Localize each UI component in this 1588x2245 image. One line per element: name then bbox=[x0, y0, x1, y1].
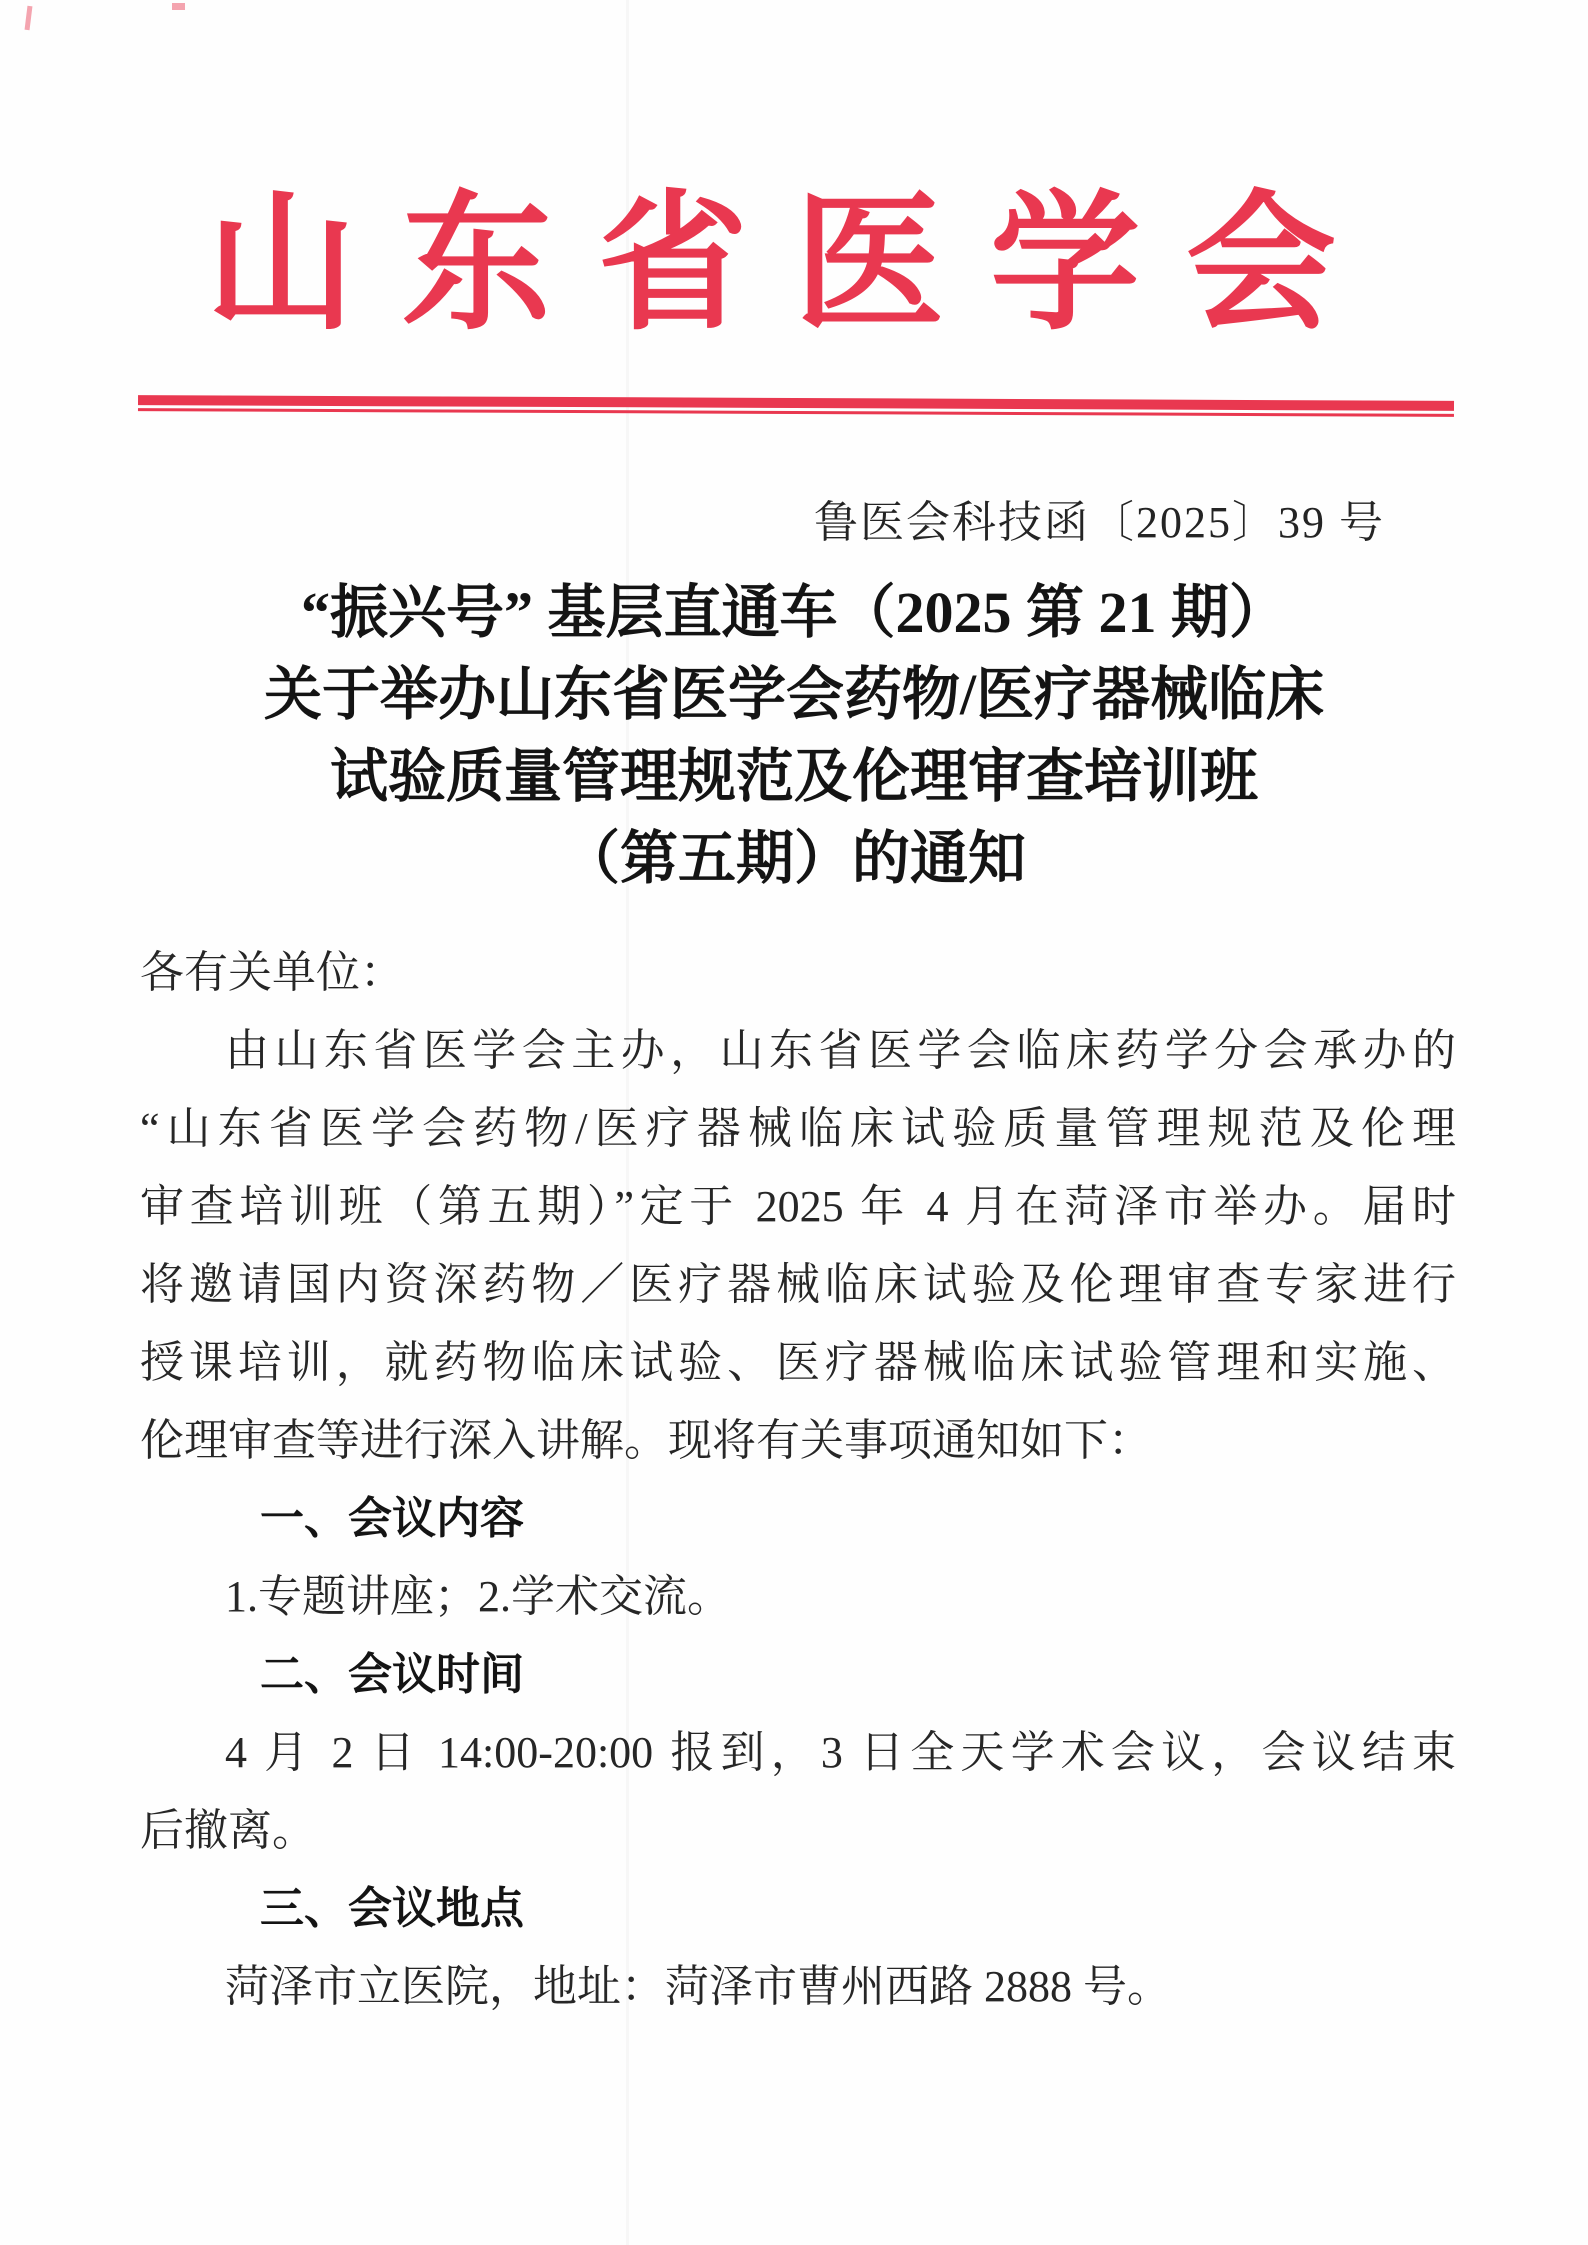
red-divider-rule bbox=[138, 395, 1454, 417]
section-heading-3: 三、会议地点 bbox=[260, 1884, 524, 1933]
body-text-line: 4 月 2 日 14:00-20:00 报到，3 日全天学术会议，会议结束 bbox=[225, 1728, 1456, 1777]
scan-speck-artifact bbox=[172, 3, 185, 10]
body-text-line: 审查培训班（第五期）”定于 2025 年 4 月在菏泽市举办。届时 bbox=[140, 1182, 1456, 1231]
scan-speck-artifact bbox=[25, 6, 33, 30]
document-title-line: “振兴号” 基层直通车（2025 第 21 期） bbox=[300, 580, 1287, 645]
body-text-line: 授课培训，就药物临床试验、医疗器械临床试验管理和实施、 bbox=[140, 1338, 1456, 1387]
body-text-line: 1.专题讲座；2.学术交流。 bbox=[225, 1572, 731, 1621]
body-salutation: 各有关单位： bbox=[140, 948, 404, 997]
body-text-line: 后撤离。 bbox=[140, 1806, 316, 1855]
section-heading-1: 一、会议内容 bbox=[260, 1494, 524, 1543]
document-title-line: 关于举办山东省医学会药物/医疗器械临床 bbox=[263, 662, 1325, 727]
body-text-line: 将邀请国内资深药物／医疗器械临床试验及伦理审查专家进行 bbox=[140, 1260, 1456, 1309]
section-heading-2: 二、会议时间 bbox=[260, 1650, 524, 1699]
document-body bbox=[140, 934, 1456, 2026]
document-ref-number: 鲁医会科技函〔2025〕39 号 bbox=[814, 498, 1385, 547]
document-title-line: 试验质量管理规范及伦理审查培训班 bbox=[329, 744, 1258, 809]
body-text-line: 由山东省医学会主办，山东省医学会临床药学分会承办的 bbox=[225, 1026, 1456, 1075]
document-title bbox=[0, 572, 1588, 900]
body-text-line: “山东省医学会药物/医疗器械临床试验质量管理规范及伦理 bbox=[140, 1104, 1456, 1153]
org-title: 山东省医学会 bbox=[205, 182, 1382, 348]
body-text-line: 菏泽市立医院，地址：菏泽市曹州西路 2888 号。 bbox=[225, 1962, 1171, 2011]
document-title-line: （第五期）的通知 bbox=[561, 826, 1026, 891]
body-text-line: 伦理审查等进行深入讲解。现将有关事项通知如下： bbox=[140, 1416, 1152, 1465]
